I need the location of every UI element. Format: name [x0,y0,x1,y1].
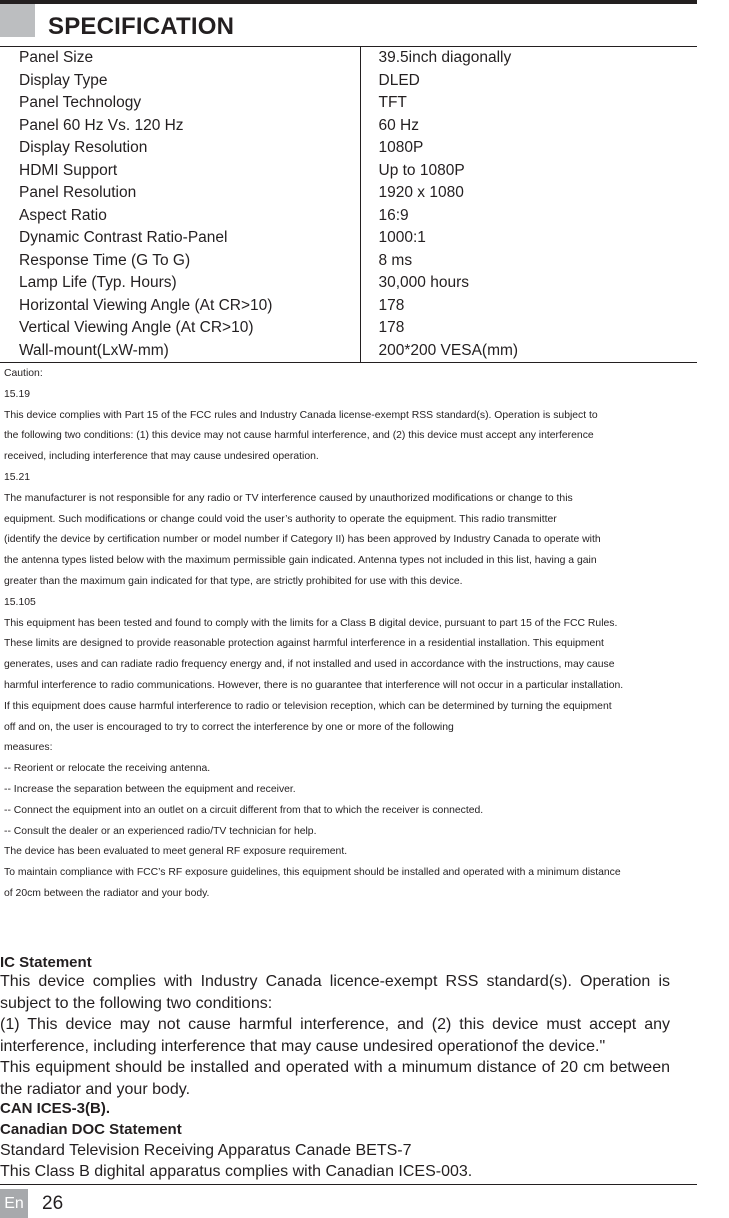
header-marker [0,4,35,37]
ic-statement-section [0,954,670,1101]
caution-line: Caution: [4,368,43,379]
spec-label: HDMI Support [0,160,360,183]
ic-statement-paragraph: (1) This device may not cause harmful interference, and (2) this device must accept any interference, including interference that may cause undesired operationof the device." [0,1016,670,1055]
table-row [0,160,697,183]
canadian-doc-line: Standard Television Receiving Apparatus Canade BETS-7 [0,1142,412,1159]
table-row [0,340,697,363]
caution-line: the antenna types listed below with the maximum permissible gain indicated. Antenna types not included in this list, having a gain [4,555,597,567]
caution-line: 15.105 [4,596,36,608]
caution-line: The device has been evaluated to meet general RF exposure requirement. [4,846,348,858]
spec-label: Panel 60 Hz Vs. 120 Hz [0,115,360,138]
caution-line: These limits are designed to provide reasonable protection against harmful interference in a residential installation. This equipment [4,638,604,650]
canadian-doc-heading: Canadian DOC Statement [0,1121,182,1138]
bottom-rule [0,1184,697,1185]
page-number: 26 [42,1193,64,1214]
table-row [0,250,697,273]
spec-label: Vertical Viewing Angle (At CR>10) [0,317,360,340]
caution-line: of 20cm between the radiator and your body. [4,887,210,899]
spec-value: 39.5inch diagonally [378,49,512,66]
caution-line: To maintain compliance with FCC’s RF exposure guidelines, this equipment should be installed and operated with a minimum distance [4,867,621,879]
caution-section [4,364,729,905]
spec-label: Dynamic Contrast Ratio-Panel [0,227,360,250]
caution-line: generates, uses and can radiate radio frequency energy and, if not installed and used in accordance with the instructions, may cause [4,659,615,671]
ic-statement-paragraph: This device complies with Industry Canada licence-exempt RSS standard(s). Operation is subject to the following two conditions: [0,973,670,1012]
caution-line: measures: [4,742,53,754]
table-row [0,205,697,228]
spec-label: Response Time (G To G) [0,250,360,273]
spec-value: 178 [378,296,405,314]
spec-label: Horizontal Viewing Angle (At CR>10) [0,295,360,318]
spec-label: Wall-mount(LxW-mm) [0,340,360,363]
caution-line: The manufacturer is not responsible for any radio or TV interference caused by unauthorized modifications or change to this [4,492,573,504]
canadian-doc-line: This Class B dighital apparatus complies with Canadian ICES-003. [0,1163,473,1180]
caution-line: -- Consult the dealer or an experienced radio/TV technician for help. [4,825,317,837]
spec-label: Aspect Ratio [0,205,360,228]
spec-value: DLED [378,71,420,89]
table-row [0,92,697,115]
caution-line: -- Increase the separation between the equipment and receiver. [4,783,296,795]
spec-value: 30,000 hours [378,274,469,291]
caution-line: equipment. Such modifications or change could void the user’s authority to operate the equipment. This radio transmitter [4,513,557,525]
table-row [0,227,697,250]
caution-line: This device complies with Part 15 of the FCC rules and Industry Canada license-exempt RSS standard(s). Operation is subject to [4,409,598,421]
caution-line: -- Reorient or relocate the receiving antenna. [4,763,211,775]
table-row [0,115,697,138]
caution-line: harmful interference to radio communications. However, there is no guarantee that interference will not occur in a particular installation. [4,679,624,691]
caution-line: greater than the maximum gain indicated for that type, are strictly prohibited for use with this device. [4,575,463,587]
spec-label: Panel Resolution [0,182,360,205]
spec-label: Lamp Life (Typ. Hours) [0,272,360,295]
canadian-doc-section [0,1098,690,1182]
table-row [0,272,697,295]
ic-statement-paragraph: This equipment should be installed and operated with a minumum distance of 20 cm between the radiator and your body. [0,1059,670,1098]
spec-value: 200*200 VESA(mm) [378,341,519,359]
caution-line: 15.19 [4,388,31,400]
table-row [0,317,697,340]
spec-value: 178 [378,319,405,336]
caution-line: 15.21 [4,471,31,483]
spec-value: 1000:1 [378,229,426,246]
table-row [0,47,697,70]
spec-label: Panel Technology [0,92,360,115]
spec-value: 1920 x 1080 [378,184,464,201]
spec-label: Display Type [0,70,360,93]
table-row [0,182,697,205]
page-title: SPECIFICATION [48,13,235,40]
spec-value: Up to 1080P [378,161,465,179]
spec-label: Panel Size [0,47,360,70]
caution-line: This equipment has been tested and found to comply with the limits for a Class B digital device, pursuant to part 15 of the FCC Rules. [4,617,618,629]
top-rule [0,0,697,4]
caution-line: received, including interference that may cause undesired operation. [4,451,319,463]
caution-line: -- Connect the equipment into an outlet on a circuit different from that to which the receiver is connected. [4,804,484,816]
caution-line: (identify the device by certification number or model number if Category II) has been approved by Industry Canada to operate with [4,534,601,546]
spec-label: Display Resolution [0,137,360,160]
can-ices-heading: CAN ICES-3(B). [0,1100,111,1117]
spec-table [0,46,697,363]
table-row [0,70,697,93]
spec-value: 1080P [378,139,424,156]
caution-line: the following two conditions: (1) this device may not cause harmful interference, and (2) this device must accept any interference [4,430,594,442]
table-row [0,295,697,318]
caution-line: off and on, the user is encouraged to try to correct the interference by one or more of the following [4,721,454,733]
spec-value: TFT [378,94,407,111]
spec-value: 60 Hz [378,116,419,134]
language-badge: En [0,1189,28,1218]
caution-line: If this equipment does cause harmful interference to radio or television reception, which can be determined by turning the equipment [4,700,612,712]
spec-value: 16:9 [378,206,409,224]
ic-statement-heading: IC Statement [0,954,92,971]
table-row [0,137,697,160]
spec-value: 8 ms [378,251,413,269]
